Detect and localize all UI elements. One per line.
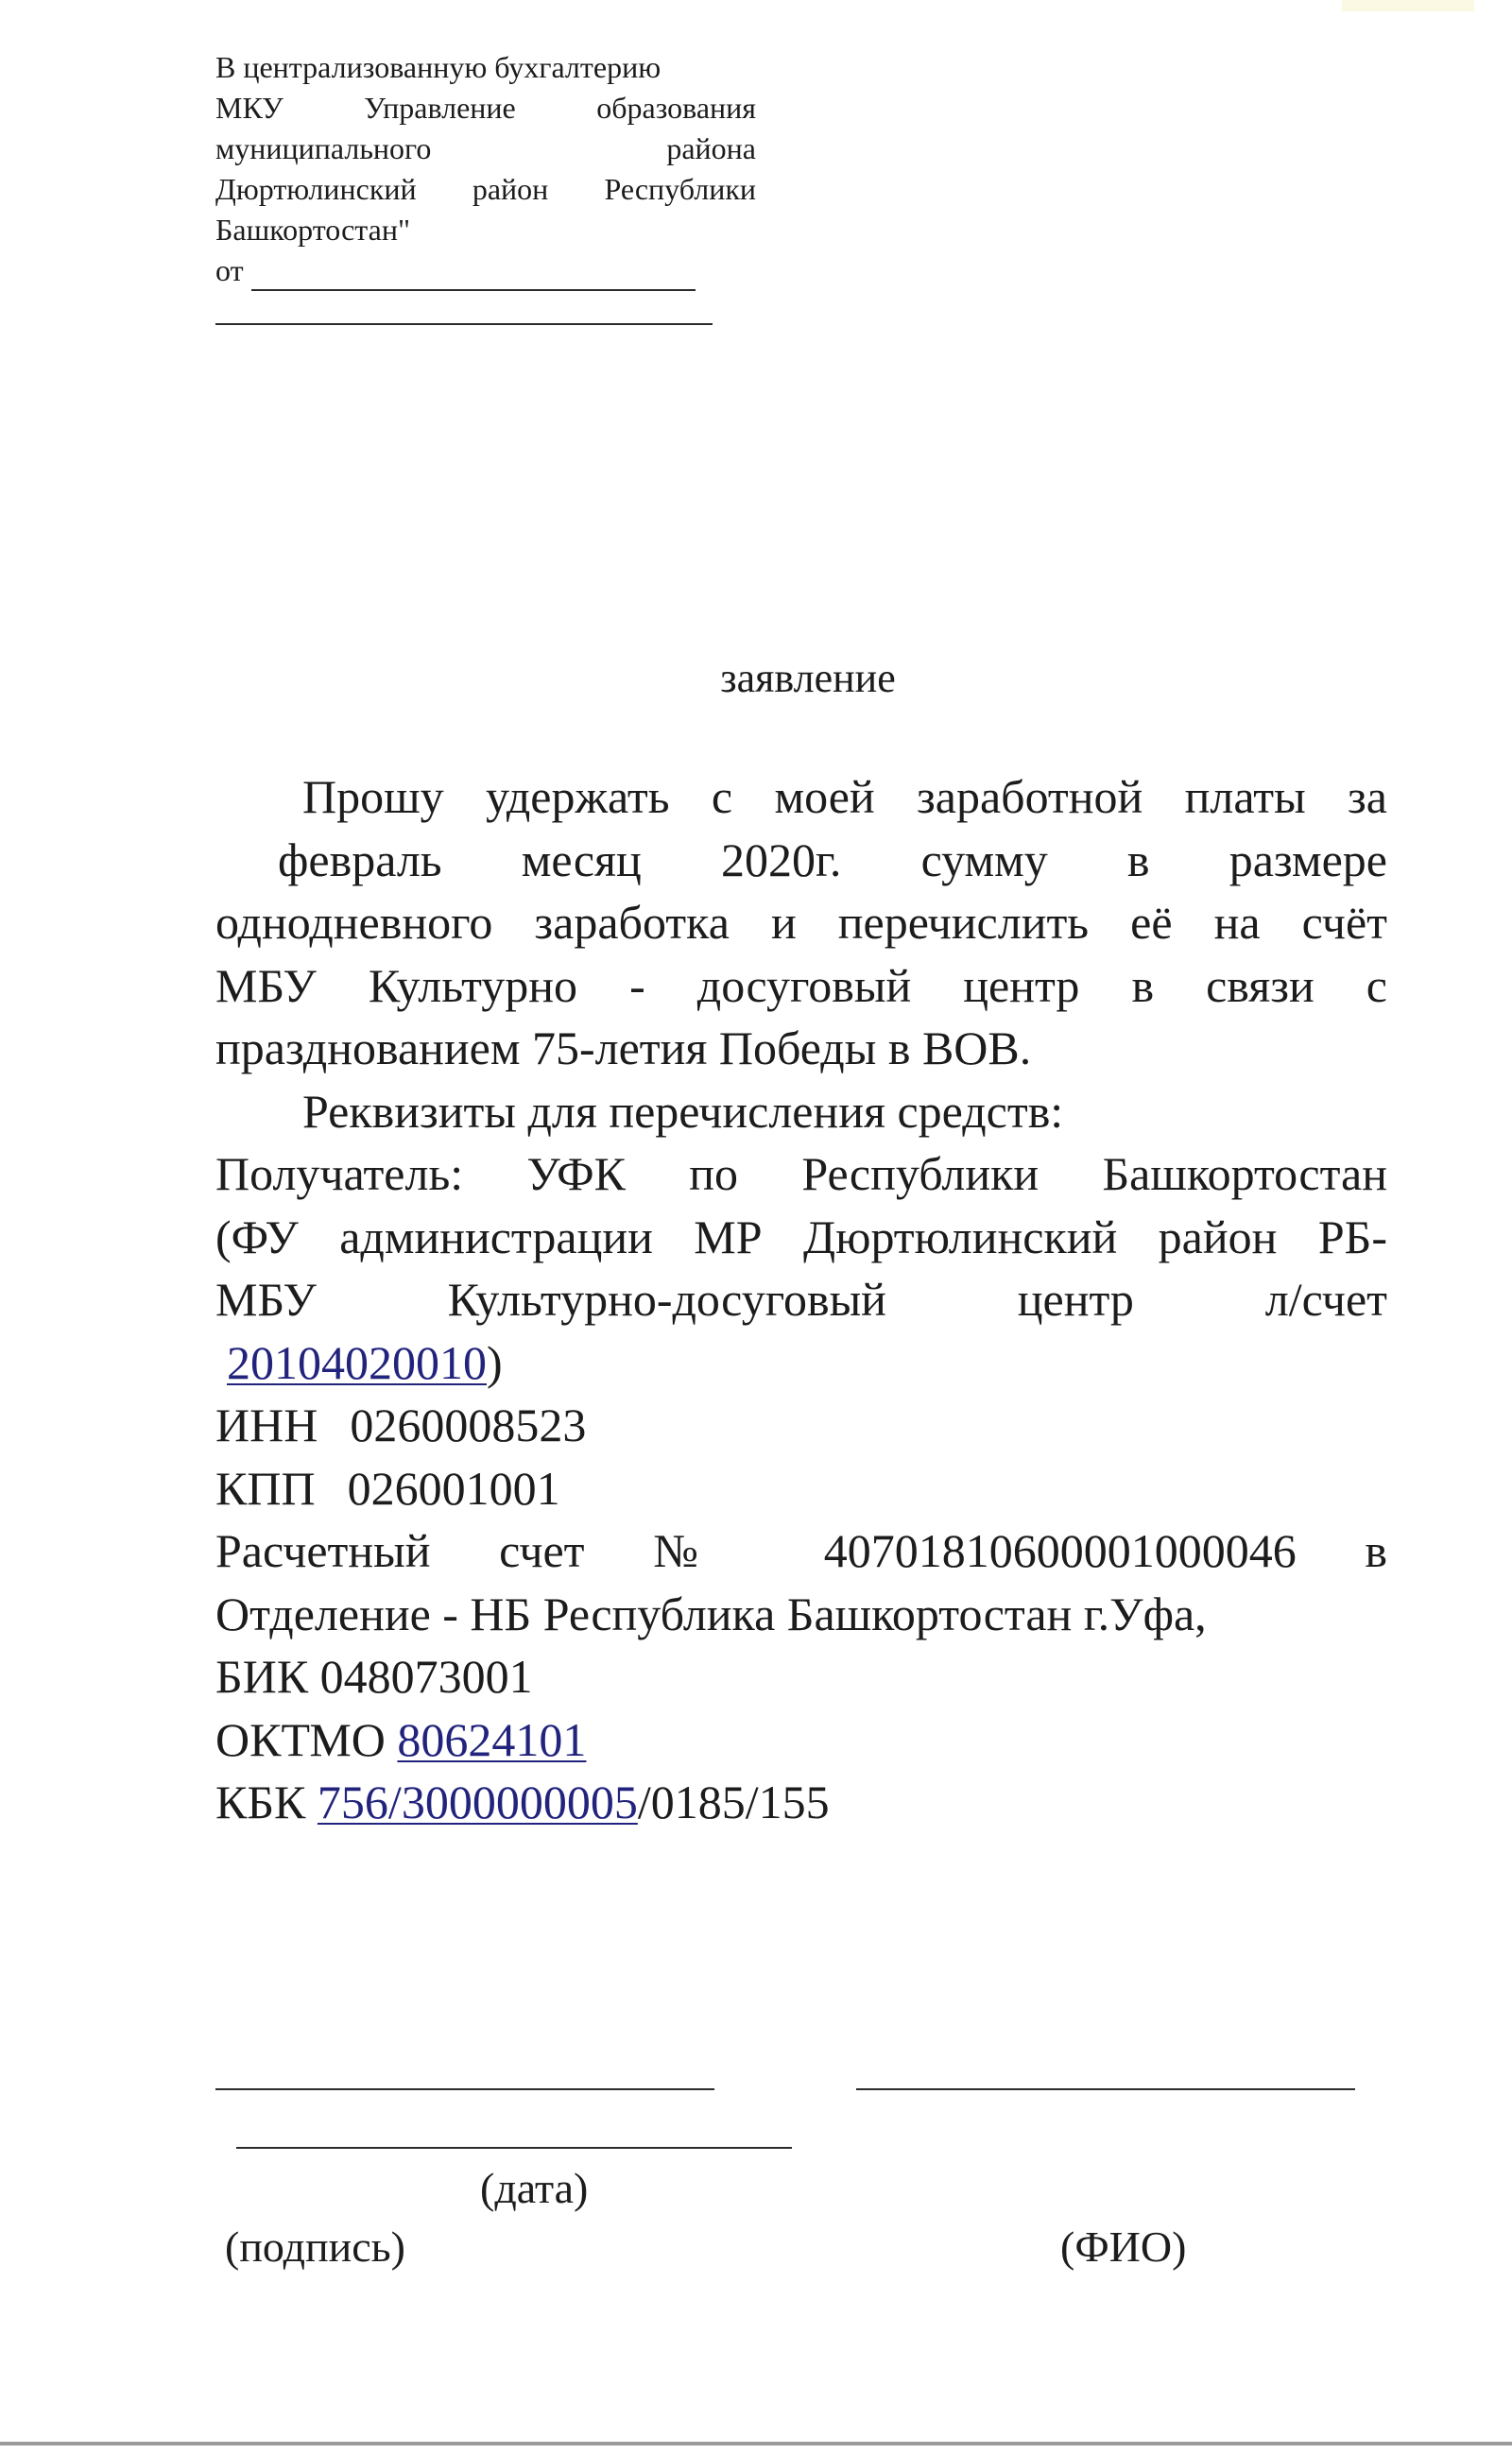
paragraph-line-1: Прошу удержать с моей заработной платы за (302, 770, 1387, 823)
oktmo-label: ОКТМО (215, 1712, 386, 1766)
paragraph-line-3: однодневного заработка и перечислить её на счёт (215, 896, 1387, 949)
statement-body (215, 765, 1387, 1834)
kbk-rest: /0185/155 (637, 1776, 830, 1828)
requisites-heading: Реквизиты для перечисления средств: (302, 1084, 1064, 1138)
signature-line[interactable] (236, 2147, 792, 2149)
kpp-value: 026001001 (347, 1461, 560, 1515)
from-name-blank[interactable] (251, 261, 696, 291)
inn-value: 0260008523 (350, 1399, 587, 1451)
addressee-line-4: Дюртюлинский район Республики (215, 172, 756, 206)
kbk-row (215, 1771, 1387, 1834)
inn-row (215, 1394, 1387, 1457)
name-line[interactable] (856, 2088, 1355, 2090)
addressee-line-1: В централизованную бухгалтерию (215, 50, 662, 84)
paragraph-line-2: февраль месяц 2020г. сумму в размере (278, 832, 1387, 886)
oktmo-link[interactable]: 80624101 (397, 1712, 587, 1766)
kpp-row (215, 1457, 1387, 1520)
name-caption: (ФИО) (1060, 2222, 1187, 2271)
bik-row: БИК 048073001 (215, 1650, 533, 1703)
recipient-line-2: (ФУ администрации МР Дюртюлинский район РБ- (215, 1210, 1387, 1263)
date-line[interactable] (215, 2088, 714, 2090)
corner-artifact (1342, 0, 1474, 11)
paragraph-line-4: МБУ Культурно - досуговый центр в связи с (215, 958, 1387, 1012)
recipient-line-3: МБУ Культурно-досуговый центр л/счет (215, 1273, 1387, 1326)
addressee-line-3: муниципального района (215, 131, 756, 165)
account-number-link[interactable]: 20104020010 (227, 1335, 487, 1389)
recipient-line-1: Получатель: УФК по Республики Башкортостан (215, 1147, 1387, 1200)
document-title: заявление (720, 655, 896, 701)
from-name-blank-line-2[interactable] (215, 323, 713, 325)
oktmo-row (215, 1708, 1387, 1772)
signature-caption: (подпись) (225, 2222, 405, 2271)
addressee-block (215, 47, 756, 291)
kbk-label: КБК (215, 1776, 306, 1828)
date-caption: (дата) (480, 2164, 589, 2212)
addressee-line-2: МКУ Управление образования (215, 91, 756, 125)
addressee-line-5: Башкортостан" (215, 213, 411, 247)
from-label: от (215, 253, 244, 287)
settlement-account-row: Расчетный счет № 40701810600001000046 в (215, 1524, 1387, 1577)
bank-row: Отделение - НБ Республика Башкортостан г.Уфа, (215, 1587, 1207, 1640)
paragraph-line-5: празднованием 75-летия Победы в ВОВ. (215, 1021, 1032, 1074)
inn-label: ИНН (215, 1399, 318, 1451)
kpp-label: КПП (215, 1461, 316, 1515)
account-close-paren: ) (487, 1335, 503, 1389)
from-row (215, 250, 756, 291)
account-row (215, 1331, 1387, 1395)
bottom-divider (0, 2442, 1512, 2445)
kbk-link[interactable]: 756/3000000005 (317, 1776, 638, 1828)
